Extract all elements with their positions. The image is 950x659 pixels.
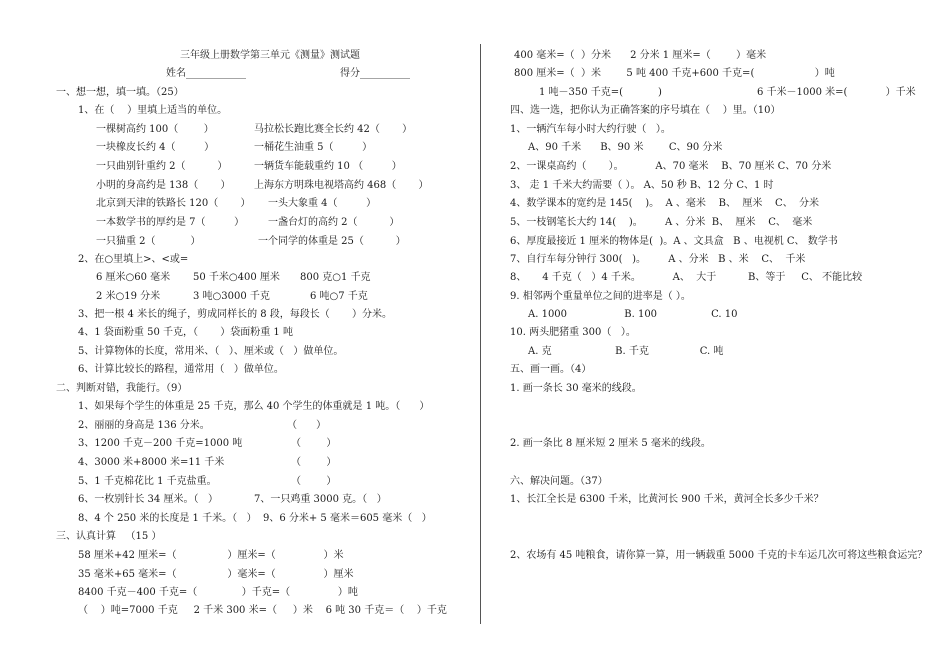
question-line: 二、判断对错，我能行。（9） bbox=[56, 383, 188, 394]
question-line: 2、在○里填上>、<或= bbox=[78, 254, 189, 265]
question-line: A. 1000 B. 100 C. 10 bbox=[528, 309, 738, 320]
question-line: 8、4 个 250 米的长度是 1 千米。（ ） 9、6 分米+ 5 毫米＝605 毫米（ ） bbox=[78, 513, 432, 524]
question-line: 1、在（ ）里填上适当的单位。 bbox=[78, 105, 228, 116]
question-line: （ ） bbox=[291, 457, 337, 468]
question-line: 一、想一想，填一填。（25） bbox=[56, 87, 184, 98]
question-line: 3 吨○3000 千克 bbox=[193, 291, 270, 302]
question-line: 800 克○1 千克 bbox=[300, 272, 371, 283]
question-line: 一桶花生油重 5（ ） bbox=[254, 142, 373, 153]
question-line: 6、计算比较长的路程，通常用（ ）做单位。 bbox=[78, 364, 284, 375]
question-line: 1 吨－350 千克=( ) bbox=[539, 87, 662, 98]
question-line: （ ） bbox=[291, 476, 337, 487]
question-line: 8、 4 千克（ ）4 千米。 A、 大于 B、等于 C、 不能比较 bbox=[510, 272, 863, 283]
question-line: 马拉松长跑比赛全长约 42（ ） bbox=[254, 124, 413, 135]
question-line: 一本数学书的厚约是 7（ ） bbox=[96, 217, 245, 228]
question-line: 50 千米○400 厘米 bbox=[193, 272, 280, 283]
question-line: 3、把一根 4 米长的绳子，剪成同样长的 8 段，每段长（ ）分米。 bbox=[78, 309, 393, 320]
question-line: 三、认真计算 （15 ） bbox=[56, 531, 162, 542]
question-line: 5、计算物体的长度，常用米、（ ）、厘米或（ ）做单位。 bbox=[78, 346, 344, 357]
question-line: 5、一枝钢笔长大约 14( )。 A 、分米 B、 厘米 C、 毫米 bbox=[510, 217, 813, 228]
question-line: A、90 千米 B、90 米 C、90 分米 bbox=[528, 142, 723, 153]
question-line: 四、选一选，把你认为正确答案的序号填在（ ）里。（10） bbox=[510, 105, 781, 116]
question-line: 一辆货车能载重约 10 （ ） bbox=[254, 161, 402, 172]
question-line: 6 千米－1000 米=( ）千米 bbox=[757, 87, 916, 98]
column-divider bbox=[480, 44, 481, 624]
question-line: （ ） bbox=[287, 420, 327, 431]
question-line: 一盏台灯的高约 2（ ） bbox=[268, 217, 400, 228]
question-line: 800 厘米=（ ）米 5 吨 400 千克+600 千克=( ）吨 bbox=[514, 68, 835, 79]
question-line: 一块橡皮长约 4（ ） bbox=[96, 142, 215, 153]
question-line: A. 克 B. 千克 C. 吨 bbox=[528, 346, 724, 357]
question-line: 8400 千克－400 千克=（ ）千克=（ ）吨 bbox=[78, 587, 358, 598]
question-line: 10. 两头肥猪重 300（ ）。 bbox=[510, 327, 636, 338]
question-line: 上海东方明珠电视塔高约 468（ ） bbox=[254, 180, 429, 191]
question-line: 4、3000 米+8000 米=11 千米 bbox=[78, 457, 225, 468]
question-line: 3、 走 1 千米大约需要（ ）。 A、50 秒 B、12 分 C、1 时 bbox=[510, 180, 774, 191]
student-name-field: 姓名____________ bbox=[166, 68, 246, 79]
question-line: 7、自行车每分钟行 300( )。 A 、分米 B 、米 C、 千米 bbox=[510, 254, 806, 265]
question-line: 1、长江全长是 6300 千米，比黄河长 900 千米，黄河全长多少千米？ bbox=[510, 494, 824, 505]
question-line: 北京到天津的铁路长 120（ ） bbox=[96, 198, 251, 209]
question-line: （ ） bbox=[291, 438, 337, 449]
question-line: 4、1 袋面粉重 50 千克，（ ）袋面粉重 1 吨 bbox=[78, 327, 293, 338]
question-line: 1、一辆汽车每小时大约行驶（ ）。 bbox=[510, 124, 671, 135]
question-line: 一只猫重 2（ ） bbox=[96, 236, 201, 247]
question-line: 400 毫米=（ ）分米 2 分米 1 厘米=（ ）毫米 bbox=[514, 50, 767, 61]
question-line: 一个同学的体重是 25（ ） bbox=[258, 236, 406, 247]
question-line: 2、农场有 45 吨粮食，请你算一算，用一辆载重 5000 千克的卡车运几次可将这些粮食运完？ bbox=[510, 550, 928, 561]
question-line: 一棵树高约 100（ ） bbox=[96, 124, 214, 135]
question-line: 2 米○19 分米 bbox=[96, 291, 161, 302]
question-line: 9. 相邻两个重量单位之间的进率是（ ）。 bbox=[510, 291, 691, 302]
question-line: 2. 画一条比 8 厘米短 2 厘米 5 毫米的线段。 bbox=[510, 438, 711, 449]
question-line: 4、数学课本的宽约是 145( )。 A 、毫米 B、 厘米 C、 分米 bbox=[510, 198, 820, 209]
question-line: 2、丽丽的身高是 136 分米。 bbox=[78, 420, 210, 431]
question-line: 1、如果每个学生的体重是 25 千克，那么 40 个学生的体重就是 1 吨。（ ） bbox=[78, 401, 430, 412]
question-line: 5、1 千克棉花比 1 千克盐重。 bbox=[78, 476, 217, 487]
question-line: 6 厘米○60 毫米 bbox=[96, 272, 171, 283]
question-line: 一只曲别针重约 2（ ） bbox=[96, 161, 228, 172]
score-field: 得分__________ bbox=[340, 68, 410, 79]
question-line: 1. 画一条长 30 毫米的线段。 bbox=[510, 383, 642, 394]
question-line: 2、一课桌高约（ ）。 A、70 毫米 B、70 厘米 C、70 分米 bbox=[510, 161, 832, 172]
question-line: 7、一只鸡重 3000 克。（ ） bbox=[254, 494, 387, 505]
question-line: 6、一枚别针长 34 厘米。（ ） bbox=[78, 494, 218, 505]
question-line: 小明的身高约是 138（ ） bbox=[96, 180, 231, 191]
question-line: 6 吨○7 千克 bbox=[310, 291, 368, 302]
question-line: 6、厚度最接近 1 厘米的物体是( )。A 、文具盒 B 、电视机 C、 数学书 bbox=[510, 236, 838, 247]
question-line: 五、画一画。（4） bbox=[510, 364, 592, 375]
question-line: 六、解决问题。（37） bbox=[510, 476, 608, 487]
question-line: 58 厘米+42 厘米=（ ）厘米=（ ）米 bbox=[78, 550, 344, 561]
question-line: 一头大象重 4（ ） bbox=[268, 198, 377, 209]
question-line: 35 毫米+65 毫米=（ ）毫米=（ ）厘米 bbox=[78, 569, 354, 580]
question-line: （ ）吨=7000 千克 2 千米 300 米=（ ）米 6 吨 30 千克＝（ ）千克 bbox=[78, 605, 447, 616]
page-title: 三年级上册数学第三单元《测量》测试题 bbox=[180, 50, 360, 61]
question-line: 3、1200 千克－200 千克=1000 吨 bbox=[78, 438, 243, 449]
